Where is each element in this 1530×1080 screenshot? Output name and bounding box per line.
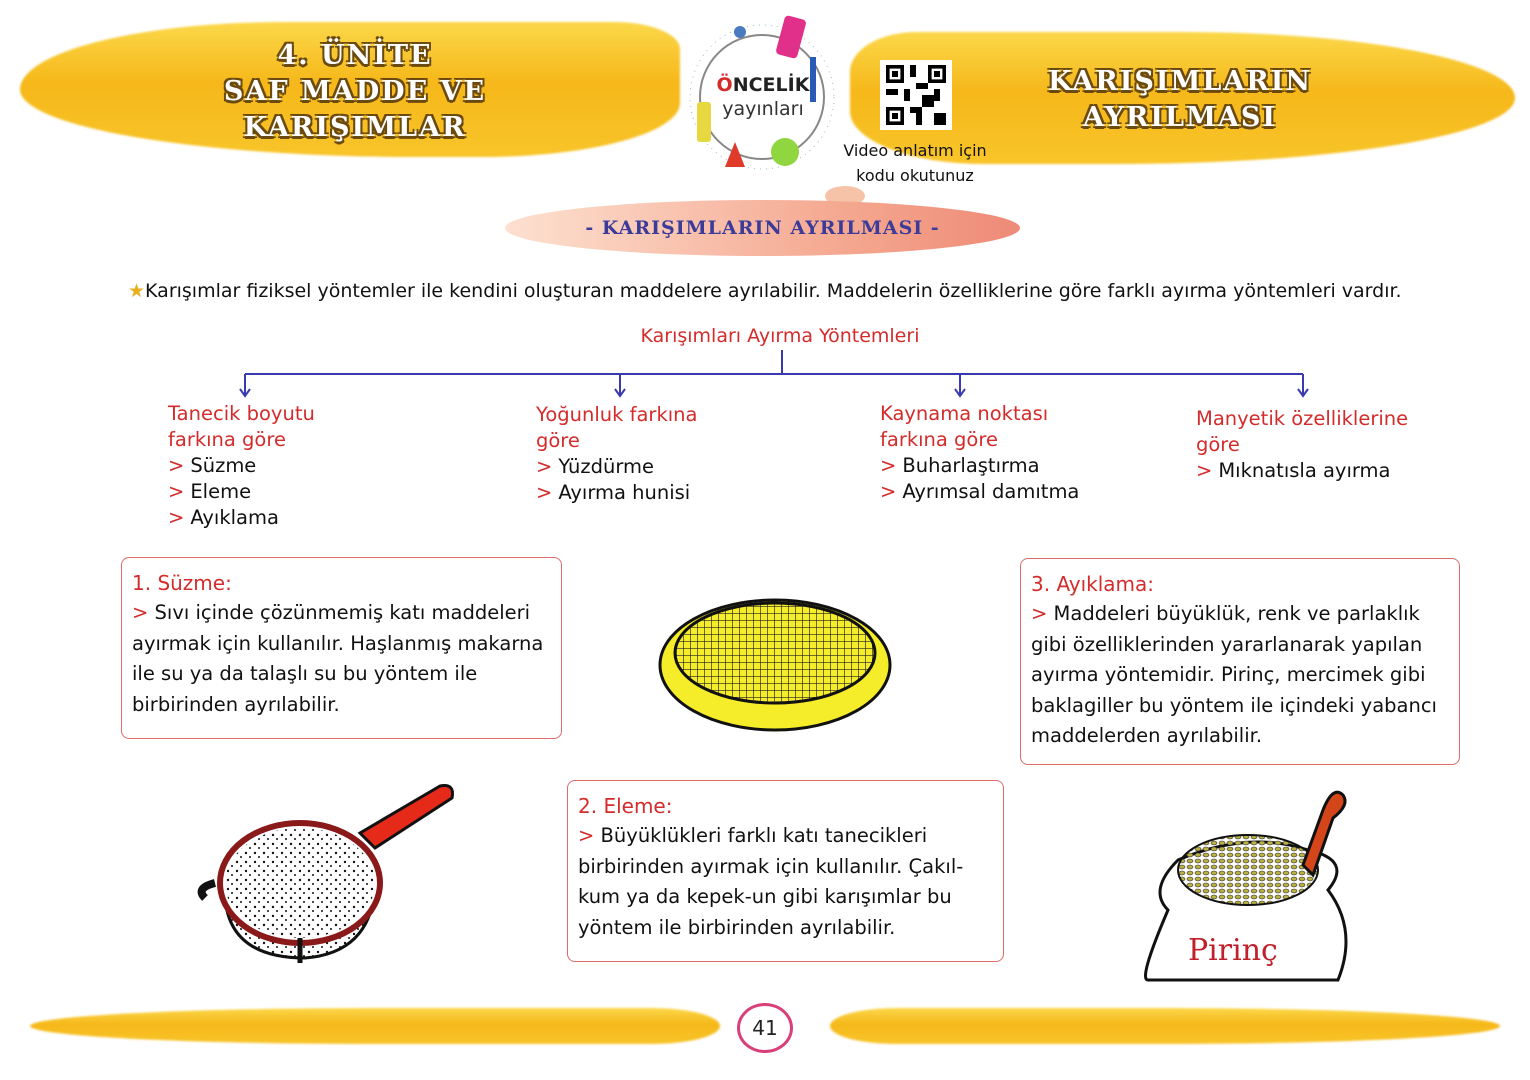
bullet: > [168,506,185,529]
branch-item [536,480,697,506]
branch-magnetic [1196,406,1408,484]
branch-item [880,479,1079,505]
intro-text: Karışımlar fiziksel yöntemler ile kendini oluşturan maddelere ayrılabilir. Maddelerin özelliklerine göre farklı ayırma yöntemleri vardır. [145,280,1402,302]
method-line: birbirinden ayrılabilir. [132,692,340,716]
branch-title: Yoğunluk farkına [536,403,698,426]
bullet: > [1196,459,1213,482]
bullet: > [132,601,149,624]
rice-bag-label: Pirinç [1188,933,1278,968]
method-title: 3. Ayıklama: [1031,572,1155,596]
method-line: Büyüklükleri farklı katı tanecikleri [600,824,928,847]
unit-name-line2: KARIŞIMLAR [243,112,467,143]
method-box-eleme [567,780,1004,962]
branch-item-label: Ayıklama [190,506,279,529]
page-number: 41 [752,1016,778,1040]
tree-connectors [0,0,1530,410]
section-title: - KARIŞIMLARIN AYRILMASI - [585,217,940,239]
footer-brush-right [830,1008,1500,1044]
page-number-badge [737,1003,793,1053]
bullet: > [536,481,553,504]
branch-item [880,453,1079,479]
method-line: ayırmak için kullanılır. Haşlanmış makarna [132,631,544,655]
logo-brand: NCELİK [732,74,810,96]
branch-item [168,453,315,479]
branch-particle-size [168,401,315,531]
method-line: maddelerden ayrılabilir. [1031,724,1263,747]
method-line: yöntem ile birbirinden ayrılabilir. [578,915,896,939]
tree-title: Karışımları Ayırma Yöntemleri [640,325,920,347]
branch-title: Kaynama noktası [880,402,1049,425]
branch-density [536,402,697,506]
method-line: ayırma yöntemidir. Pirinç, mercimek gibi [1031,663,1426,686]
branch-title: göre [536,429,580,452]
method-line: gibi özelliklerinden yararlanarak yapılan [1031,632,1423,656]
bullet: > [168,480,185,503]
topic-line2: AYRILMASI [1083,102,1277,133]
method-box-suzme [121,557,562,739]
qr-caption-line1: Video anlatım için [843,141,987,160]
unit-name-line1: SAF MADDE VE [223,76,487,107]
method-line: Maddeleri büyüklük, renk ve parlaklık [1053,602,1420,625]
branch-item [536,454,697,480]
topic-line1: KARIŞIMLARIN [1047,66,1313,97]
sieve-illustration [655,585,895,735]
strainer-illustration [190,778,470,963]
method-line: baklagiller bu yöntem ile içindeki yabancı [1031,693,1437,717]
branch-boiling-point [880,401,1079,505]
branch-item-label: Ayrımsal damıtma [902,480,1080,503]
branch-item-label: Eleme [190,480,252,503]
method-line: kum ya da kepek-un gibi karışımlar bu [578,885,952,908]
method-title: 1. Süzme: [132,571,232,595]
logo-prefix: Ö [716,74,733,96]
branch-item-label: Mıknatısla ayırma [1218,459,1391,482]
branch-item-label: Ayırma hunisi [558,481,691,504]
bullet: > [1031,602,1048,625]
branch-title: Manyetik özelliklerine [1196,407,1409,430]
branch-item [168,479,315,505]
branch-title: farkına göre [168,428,286,451]
logo-sub: yayınları [722,98,804,120]
branch-title: göre [1196,433,1240,456]
bullet: > [880,454,897,477]
rice-bag-illustration [1138,780,1358,990]
method-line: birbirinden ayırmak için kullanılır. Çakıl- [578,854,964,878]
branch-item [168,505,315,531]
unit-number: 4. ÜNİTE [277,40,433,71]
branch-title: farkına göre [880,428,998,451]
branch-item-label: Buharlaştırma [902,454,1040,477]
bullet: > [880,480,897,503]
bullet: > [168,454,185,477]
method-title: 2. Eleme: [578,794,673,818]
method-line: Sıvı içinde çözünmemiş katı maddeleri [154,601,531,624]
method-line: ile su ya da talaşlı su bu yöntem ile [132,662,478,685]
footer-brush-left [30,1008,720,1044]
star-icon: ★ [128,280,146,302]
method-box-ayiklama [1020,558,1460,765]
bullet: > [536,455,553,478]
qr-caption-line2: kodu okutunuz [856,166,974,185]
branch-item-label: Yüzdürme [558,455,655,478]
branch-item [1196,458,1408,484]
branch-item-label: Süzme [190,454,257,477]
branch-title: Tanecik boyutu [168,402,315,425]
bullet: > [578,824,595,847]
